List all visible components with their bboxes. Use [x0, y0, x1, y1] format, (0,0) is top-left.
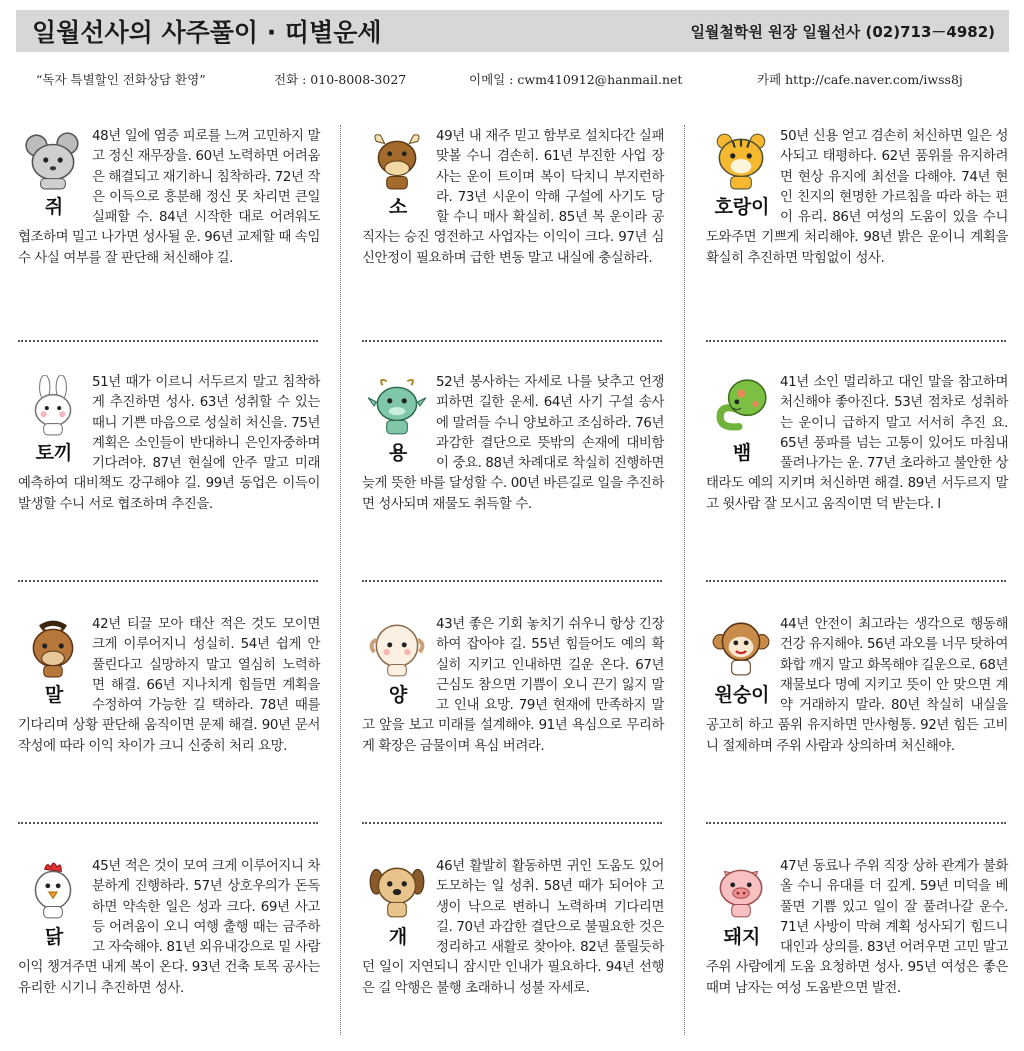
- fortune-text: 50년 신용 얻고 겸손히 처신하면 일은 성사되고 태평하다. 62년 품위를 유지하려면 현상 유지에 최선을 다해야. 74년 현인 친지의 현명한 가르침을 따라 하는 편이 유리. 86년 여성의 도움이 있을 수니 도와주면 기쁘게 처리해야. 98년 밝은 운이니 계획을 확실히 추진하면 막힘없이 성사.: [706, 129, 1008, 266]
- rabbit-icon: [22, 375, 84, 437]
- rooster-icon: [22, 859, 84, 921]
- zodiac-name: 돼지: [723, 926, 761, 948]
- zodiac-name: 말: [44, 684, 64, 706]
- zodiac-name: 뱀: [732, 442, 752, 464]
- tiger-icon: [710, 129, 772, 191]
- fortune-text: 51년 때가 이르니 서두르지 말고 침착하게 추진하면 성사. 63년 성취할 수 있는 때니 기쁜 마음으로 성실히 처신을. 75년 계획은 소인들이 반대하니 은인자중하며 기다려야. 87년 현실에 안주 말고 미래 예측하여 대비책도 강구해야 길. 99년 동업은 이득이 발생할 수니 서로 협조하며 추진을.: [18, 375, 320, 512]
- zodiac-name: 쥐: [44, 196, 64, 218]
- fortune-text: 45년 적은 것이 모여 크게 이루어지니 차분하게 진행하라. 57년 상호우의가 돈독하면 약속한 일은 성과 크다. 69년 사고 등 어려움이 오니 여행 출행 때는 금주하고 자숙해야. 81년 외유내강으로 밑 사람 이익 챙겨주면 내게 복이 온다. 93년 건축 토목 공사는 유리한 시기니 추진하면 성사.: [18, 859, 320, 996]
- zodiac-cell-dog: [362, 857, 664, 999]
- zodiac-cell-sheep: [362, 615, 664, 757]
- phone-text: 전화 : 010-8008-3027: [274, 72, 407, 87]
- zodiac-name: 소: [388, 196, 408, 218]
- fortune-text: 46년 활발히 활동하면 귀인 도움도 있어 도모하는 일 성취. 58년 때가 되어야 고생이 낙으로 변하니 노력하며 기다리면 길. 70년 과감한 결단으로 불필요한 것은 정리하고 새활로 찾아야. 82년 풀릴듯하던 일이 지연되니 잠시만 인내가 필요하다. 94년 선행은 길 악행은 불행 초래하니 성불 자세로.: [362, 859, 664, 996]
- fortune-text: 47년 동료나 주위 직장 상하 관계가 불화 올 수니 유대를 더 깊게. 59년 미덕을 베풀면 기쁨 있고 일이 잘 풀려나갈 운수. 71년 사방이 막혀 계획 성사되기 힘드니 대인과 상의를. 83년 어려우면 고민 말고 주위 사람에게 도움 요청하면 성사. 95년 여성은 좋은 때며 남자는 여성 도움받으면 발전.: [706, 859, 1008, 996]
- dog-icon: [366, 859, 428, 921]
- zodiac-name: 토끼: [35, 442, 73, 464]
- zodiac-cell-snake: [706, 373, 1008, 515]
- zodiac-name: 원숭이: [714, 684, 770, 706]
- page-title: 일월선사의 사주풀이 · 띠별운세: [32, 18, 382, 47]
- fortune-text: 42년 티끌 모아 태산 적은 것도 모이면 크게 이루어지니 성실히. 54년 쉽게 안 풀린다고 실망하지 말고 열심히 노력하면 해결. 66년 지나치게 힘들면 계획을 수정하여 가능한 길 택하라. 78년 때를 기다리며 상황 판단해 움직이면 문제 해결. 90년 문서작성에 따라 이익 차이가 크니 신중히 처리 요망.: [18, 617, 320, 754]
- cafe-link[interactable]: 카페 http://cafe.naver.com/iwss8j: [757, 72, 963, 87]
- fortune-text: 49년 내 재주 믿고 함부로 설치다간 실패 맞볼 수니 겸손히. 61년 부진한 사업 장사는 운이 트이며 복이 닥치니 부지런하라. 73년 시운이 악해 구설에 사기도 당할 수니 매사 확실히. 85년 복 운이라 공직자는 승진 영전하고 사업자는 이익이 크다. 97년 심신안정이 필요하며 급한 변동 말고 내실에 충실하라.: [362, 129, 664, 266]
- divider: [18, 822, 318, 824]
- zodiac-cell-horse: [18, 615, 320, 757]
- fortune-text: 52년 봉사하는 자세로 나를 낮추고 언쟁 피하면 길한 운세. 64년 사기 구설 송사에 말려들 수니 양보하고 조심하라. 76년 과감한 결단으로 뜻밖의 손재에 대비함이 중요. 88년 차례대로 착실히 진행하면 늦게 뜻한 바를 달성할 수. 00년 바른길로 일을 추진하면 성사되며 재물도 취득할 수.: [362, 375, 664, 512]
- sheep-icon: [366, 617, 428, 679]
- zodiac-name: 개: [388, 926, 408, 948]
- zodiac-cell-pig: [706, 857, 1008, 999]
- fortune-text: 43년 좋은 기회 놓치기 쉬우니 항상 긴장하여 잡아야 길. 55년 힘들어도 예의 확실히 지키고 인내하면 길운 온다. 67년 근심도 참으면 기쁨이 오니 끈기 잃지 말고 인내 요망. 79년 현재에 만족하지 말고 앞을 보고 미래를 설계해야. 91년 욕심으로 무리하게 확장은 금물이며 욕심 버려라.: [362, 617, 664, 754]
- zodiac-name: 호랑이: [714, 196, 770, 218]
- divider: [362, 822, 662, 824]
- promo-text: “독자 특별할인 전화상담 환영”: [36, 72, 206, 87]
- divider: [706, 822, 1006, 824]
- rat-icon: [22, 129, 84, 191]
- ox-icon: [366, 129, 428, 191]
- fortune-text: 44년 안전이 최고라는 생각으로 행동해 건강 유지해야. 56년 과오를 너무 탓하여 화합 깨지 말고 화목해야 길운으로. 68년 재물보다 명예 지키고 뜻이 안 맞으면 계약 거래하지 말라. 80년 착실히 내실을 공고히 하고 품위 유지하면 만사형통. 92년 힘든 고비니 절제하며 주위 사람과 상의하며 처신해야.: [706, 617, 1008, 754]
- divider: [706, 340, 1006, 342]
- fortune-text: 41년 소인 멀리하고 대인 말을 참고하며 처신해야 좋아진다. 53년 점차로 성취하는 운이니 급하지 말고 서서히 추진 요. 65년 풍파를 넘는 고통이 있어도 마침내 풀려나가는 운. 77년 초라하고 불안한 상태라도 예의 지키며 처신하면 해결. 89년 서두르지 말고 윗사람 잘 모시고 움직이면 덕 받는다. l: [706, 375, 1008, 512]
- zodiac-name: 용: [388, 442, 408, 464]
- column-divider: [684, 125, 685, 1035]
- pig-icon: [710, 859, 772, 921]
- column-divider: [340, 125, 341, 1035]
- divider: [18, 580, 318, 582]
- divider: [706, 580, 1006, 582]
- zodiac-cell-rabbit: [18, 373, 320, 515]
- zodiac-cell-ox: [362, 127, 664, 269]
- email-text: 이메일 : cwm410912@hanmail.net: [469, 72, 683, 87]
- zodiac-cell-tiger: [706, 127, 1008, 269]
- author-info: 일월철학원 원장 일월선사 (02)713－4982): [690, 22, 995, 41]
- fortune-text: 48년 일에 염증 피로를 느껴 고민하지 말고 정신 재무장을. 60년 노력하면 어려움은 해결되고 재기하니 침착하라. 72년 작은 이득으로 흥분해 정신 못 차리면 큰일 실패할 수. 84년 시작한 대로 어려워도 협조하며 밀고 나가면 성사될 운. 96년 교제할 때 속임수 사실 여부를 잘 판단해 처신해야 길.: [18, 129, 320, 266]
- zodiac-name: 닭: [44, 926, 64, 948]
- zodiac-cell-monkey: [706, 615, 1008, 757]
- divider: [362, 340, 662, 342]
- snake-icon: [710, 375, 772, 437]
- zodiac-cell-dragon: [362, 373, 664, 515]
- divider: [362, 580, 662, 582]
- monkey-icon: [710, 617, 772, 679]
- horse-icon: [22, 617, 84, 679]
- zodiac-name: 양: [388, 684, 408, 706]
- zodiac-cell-rooster: [18, 857, 320, 999]
- dragon-icon: [366, 375, 428, 437]
- divider: [18, 340, 318, 342]
- zodiac-cell-rat: [18, 127, 320, 269]
